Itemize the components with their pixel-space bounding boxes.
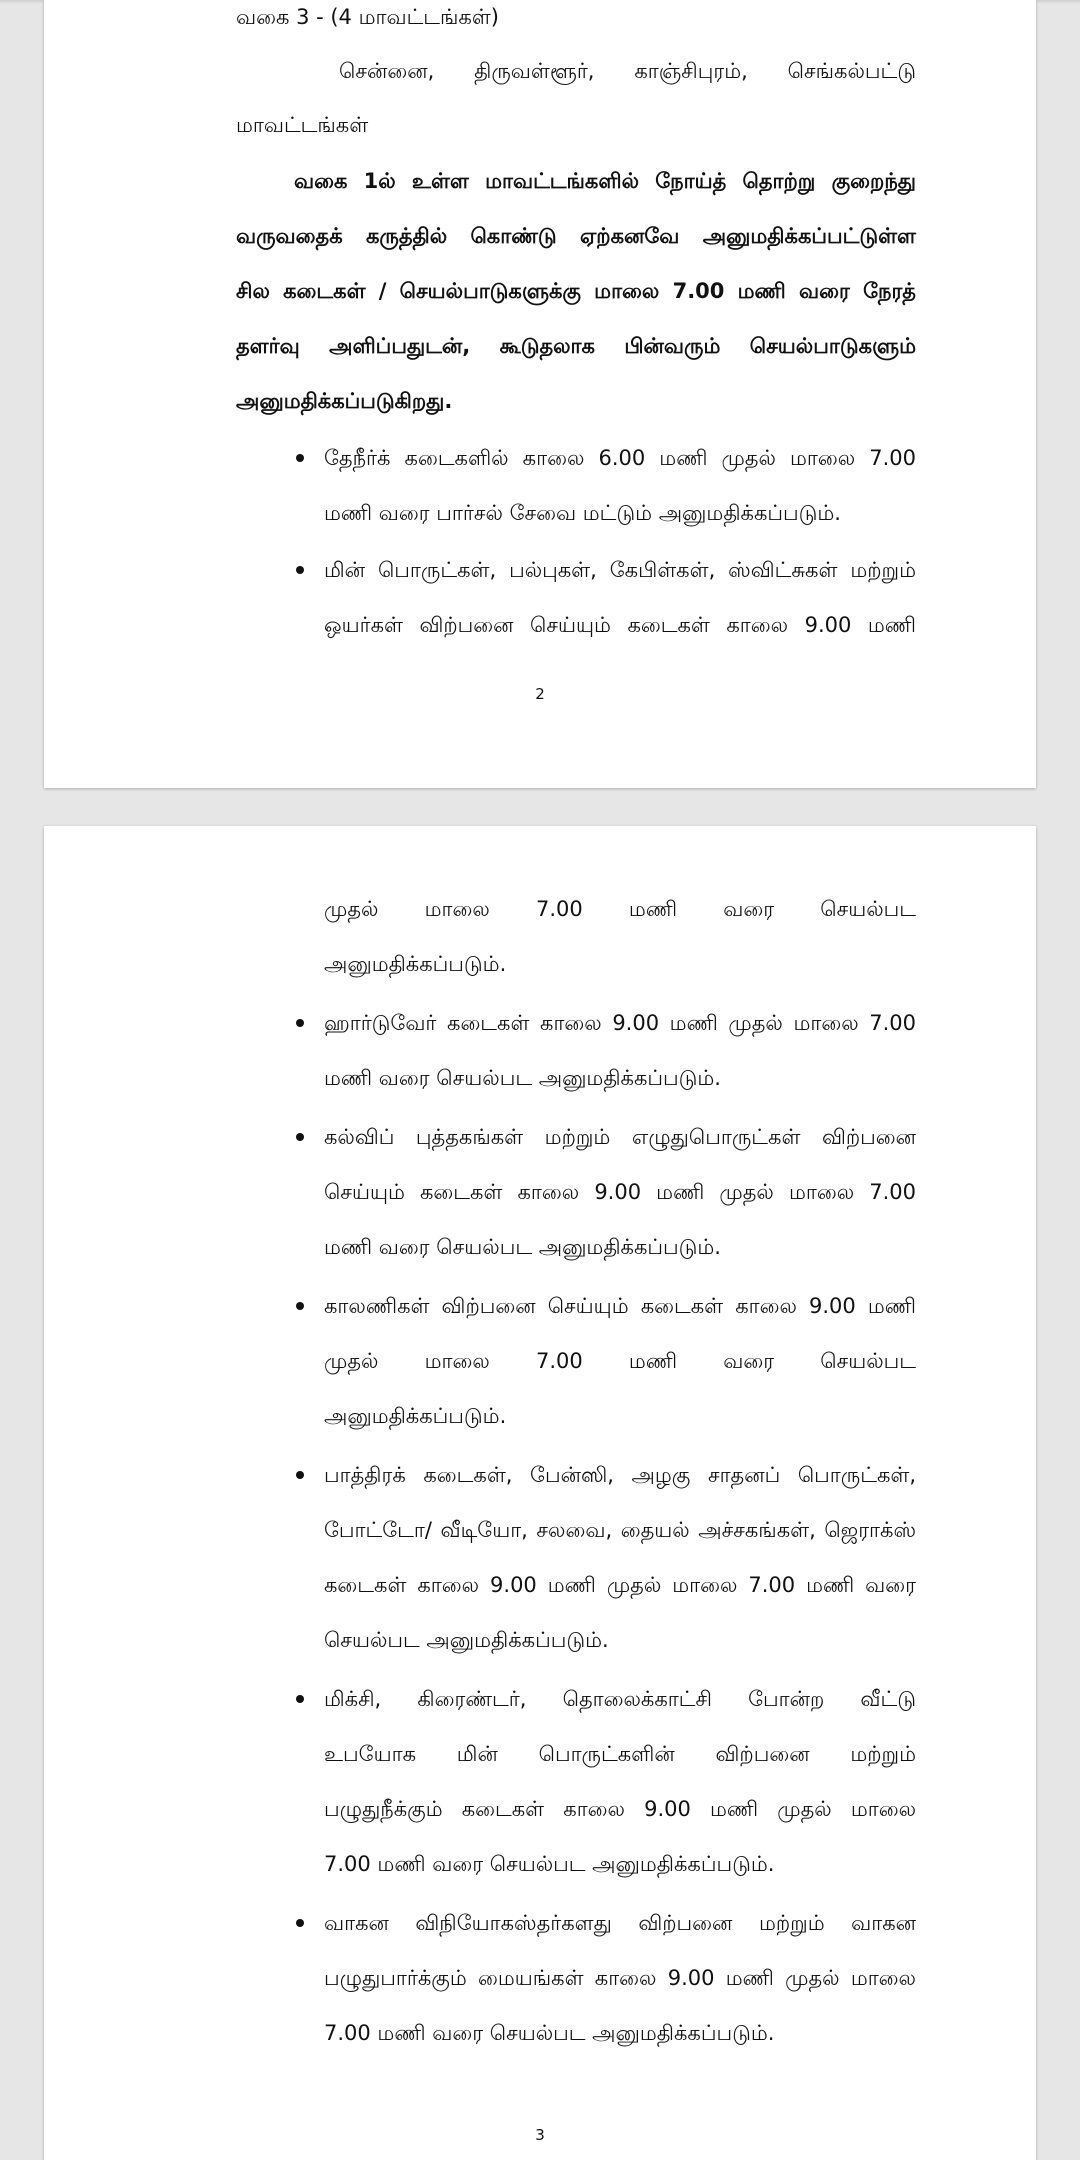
bullet-line: தேநீர்க் கடைகளில் காலை 6.00 மணி முதல் மாலை 7.00: [324, 446, 916, 470]
relaxation-paragraph-line: அனுமதிக்கப்படுகிறது.: [236, 389, 453, 413]
bullet-line: 7.00 மணி வரை செயல்பட அனுமதிக்கப்படும்.: [324, 1852, 775, 1876]
district-list-line: மாவட்டங்கள்: [236, 113, 369, 137]
bullet-line: முதல் மாலை 7.00 மணி வரை செயல்பட: [324, 1349, 916, 1373]
bullet-line: மின் பொருட்கள், பல்புகள், கேபிள்கள், ஸ்விட்சுகள் மற்றும்: [324, 558, 916, 582]
relaxation-paragraph-line: தளர்வு அளிப்பதுடன், கூடுதலாக பின்வரும் செயல்பாடுகளும்: [236, 334, 916, 358]
page-number: 2: [535, 685, 545, 703]
bullet-line: செயல்பட அனுமதிக்கப்படும்.: [324, 1628, 609, 1652]
relaxation-paragraph-line: சில கடைகள் / செயல்பாடுகளுக்கு மாலை 7.00 மணி வரை நேரத்: [236, 279, 916, 303]
bullet-line: பழுதுபார்க்கும் மையங்கள் காலை 9.00 மணி முதல் மாலை: [324, 1966, 916, 1990]
bullet-line: மணி வரை பார்சல் சேவை மட்டும் அனுமதிக்கப்படும்.: [324, 501, 841, 525]
bullet-line: உபயோக மின் பொருட்களின் விற்பனை மற்றும்: [324, 1742, 916, 1766]
document-page-3: [44, 826, 1036, 2160]
bullet-line: 7.00 மணி வரை செயல்பட அனுமதிக்கப்படும்.: [324, 2021, 775, 2045]
bullet-icon: [296, 1695, 304, 1703]
bullet-line: ஒயர்கள் விற்பனை செய்யும் கடைகள் காலை 9.00 மணி: [324, 613, 916, 637]
relaxation-paragraph-line: வகை 1ல் உள்ள மாவட்டங்களில் நோய்த் தொற்று குறைந்து: [294, 169, 916, 193]
bullet-line: கல்விப் புத்தகங்கள் மற்றும் எழுதுபொருட்கள் விற்பனை: [324, 1125, 916, 1149]
bullet-icon: [296, 1471, 304, 1479]
district-name: காஞ்சிபுரம்,: [634, 59, 748, 83]
bullet-line: வாகன விநியோகஸ்தர்களது விற்பனை மற்றும் வாகன: [324, 1911, 916, 1935]
bullet-line: கடைகள் காலை 9.00 மணி முதல் மாலை 7.00 மணி வரை: [324, 1573, 916, 1597]
district-name: திருவள்ளூர்,: [474, 59, 595, 83]
page-number: 3: [535, 2126, 545, 2144]
bullet-line: மணி வரை செயல்பட அனுமதிக்கப்படும்.: [324, 1235, 721, 1259]
bullet-line: மணி வரை செயல்பட அனுமதிக்கப்படும்.: [324, 1066, 721, 1090]
district-list-line: [339, 56, 916, 86]
bullet-line: ஹார்டுவேர் கடைகள் காலை 9.00 மணி முதல் மாலை 7.00: [324, 1011, 916, 1035]
bullet-icon: [296, 1302, 304, 1310]
bullet-icon: [296, 454, 304, 462]
district-name: சென்னை,: [339, 59, 435, 83]
continuation-line: முதல் மாலை 7.00 மணி வரை செயல்பட: [324, 897, 916, 921]
bullet-line: மிக்சி, கிரைண்டர், தொலைக்காட்சி போன்ற வீட்டு: [324, 1687, 916, 1711]
bullet-line: போட்டோ/ வீடியோ, சலவை, தையல் அச்சகங்கள், ஜெராக்ஸ்: [324, 1518, 916, 1542]
bullet-line: காலணிகள் விற்பனை செய்யும் கடைகள் காலை 9.00 மணி: [324, 1294, 916, 1318]
bullet-icon: [296, 1019, 304, 1027]
relaxation-paragraph-line: வருவதைக் கருத்தில் கொண்டு ஏற்கனவே அனுமதிக்கப்பட்டுள்ள: [236, 224, 916, 248]
bullet-icon: [296, 1133, 304, 1141]
category-heading: வகை 3 - (4 மாவட்டங்கள்): [236, 5, 499, 29]
bullet-icon: [296, 1919, 304, 1927]
bullet-line: பாத்திரக் கடைகள், பேன்ஸி, அழகு சாதனப் பொருட்கள்,: [324, 1463, 916, 1487]
bullet-icon: [296, 566, 304, 574]
document-page-2: [44, 0, 1036, 788]
bullet-line: அனுமதிக்கப்படும்.: [324, 1404, 507, 1428]
continuation-line: அனுமதிக்கப்படும்.: [324, 952, 507, 976]
district-name: செங்கல்பட்டு: [787, 59, 916, 83]
bullet-line: செய்யும் கடைகள் காலை 9.00 மணி முதல் மாலை 7.00: [324, 1180, 916, 1204]
bullet-line: பழுதுநீக்கும் கடைகள் காலை 9.00 மணி முதல் மாலை: [324, 1797, 916, 1821]
